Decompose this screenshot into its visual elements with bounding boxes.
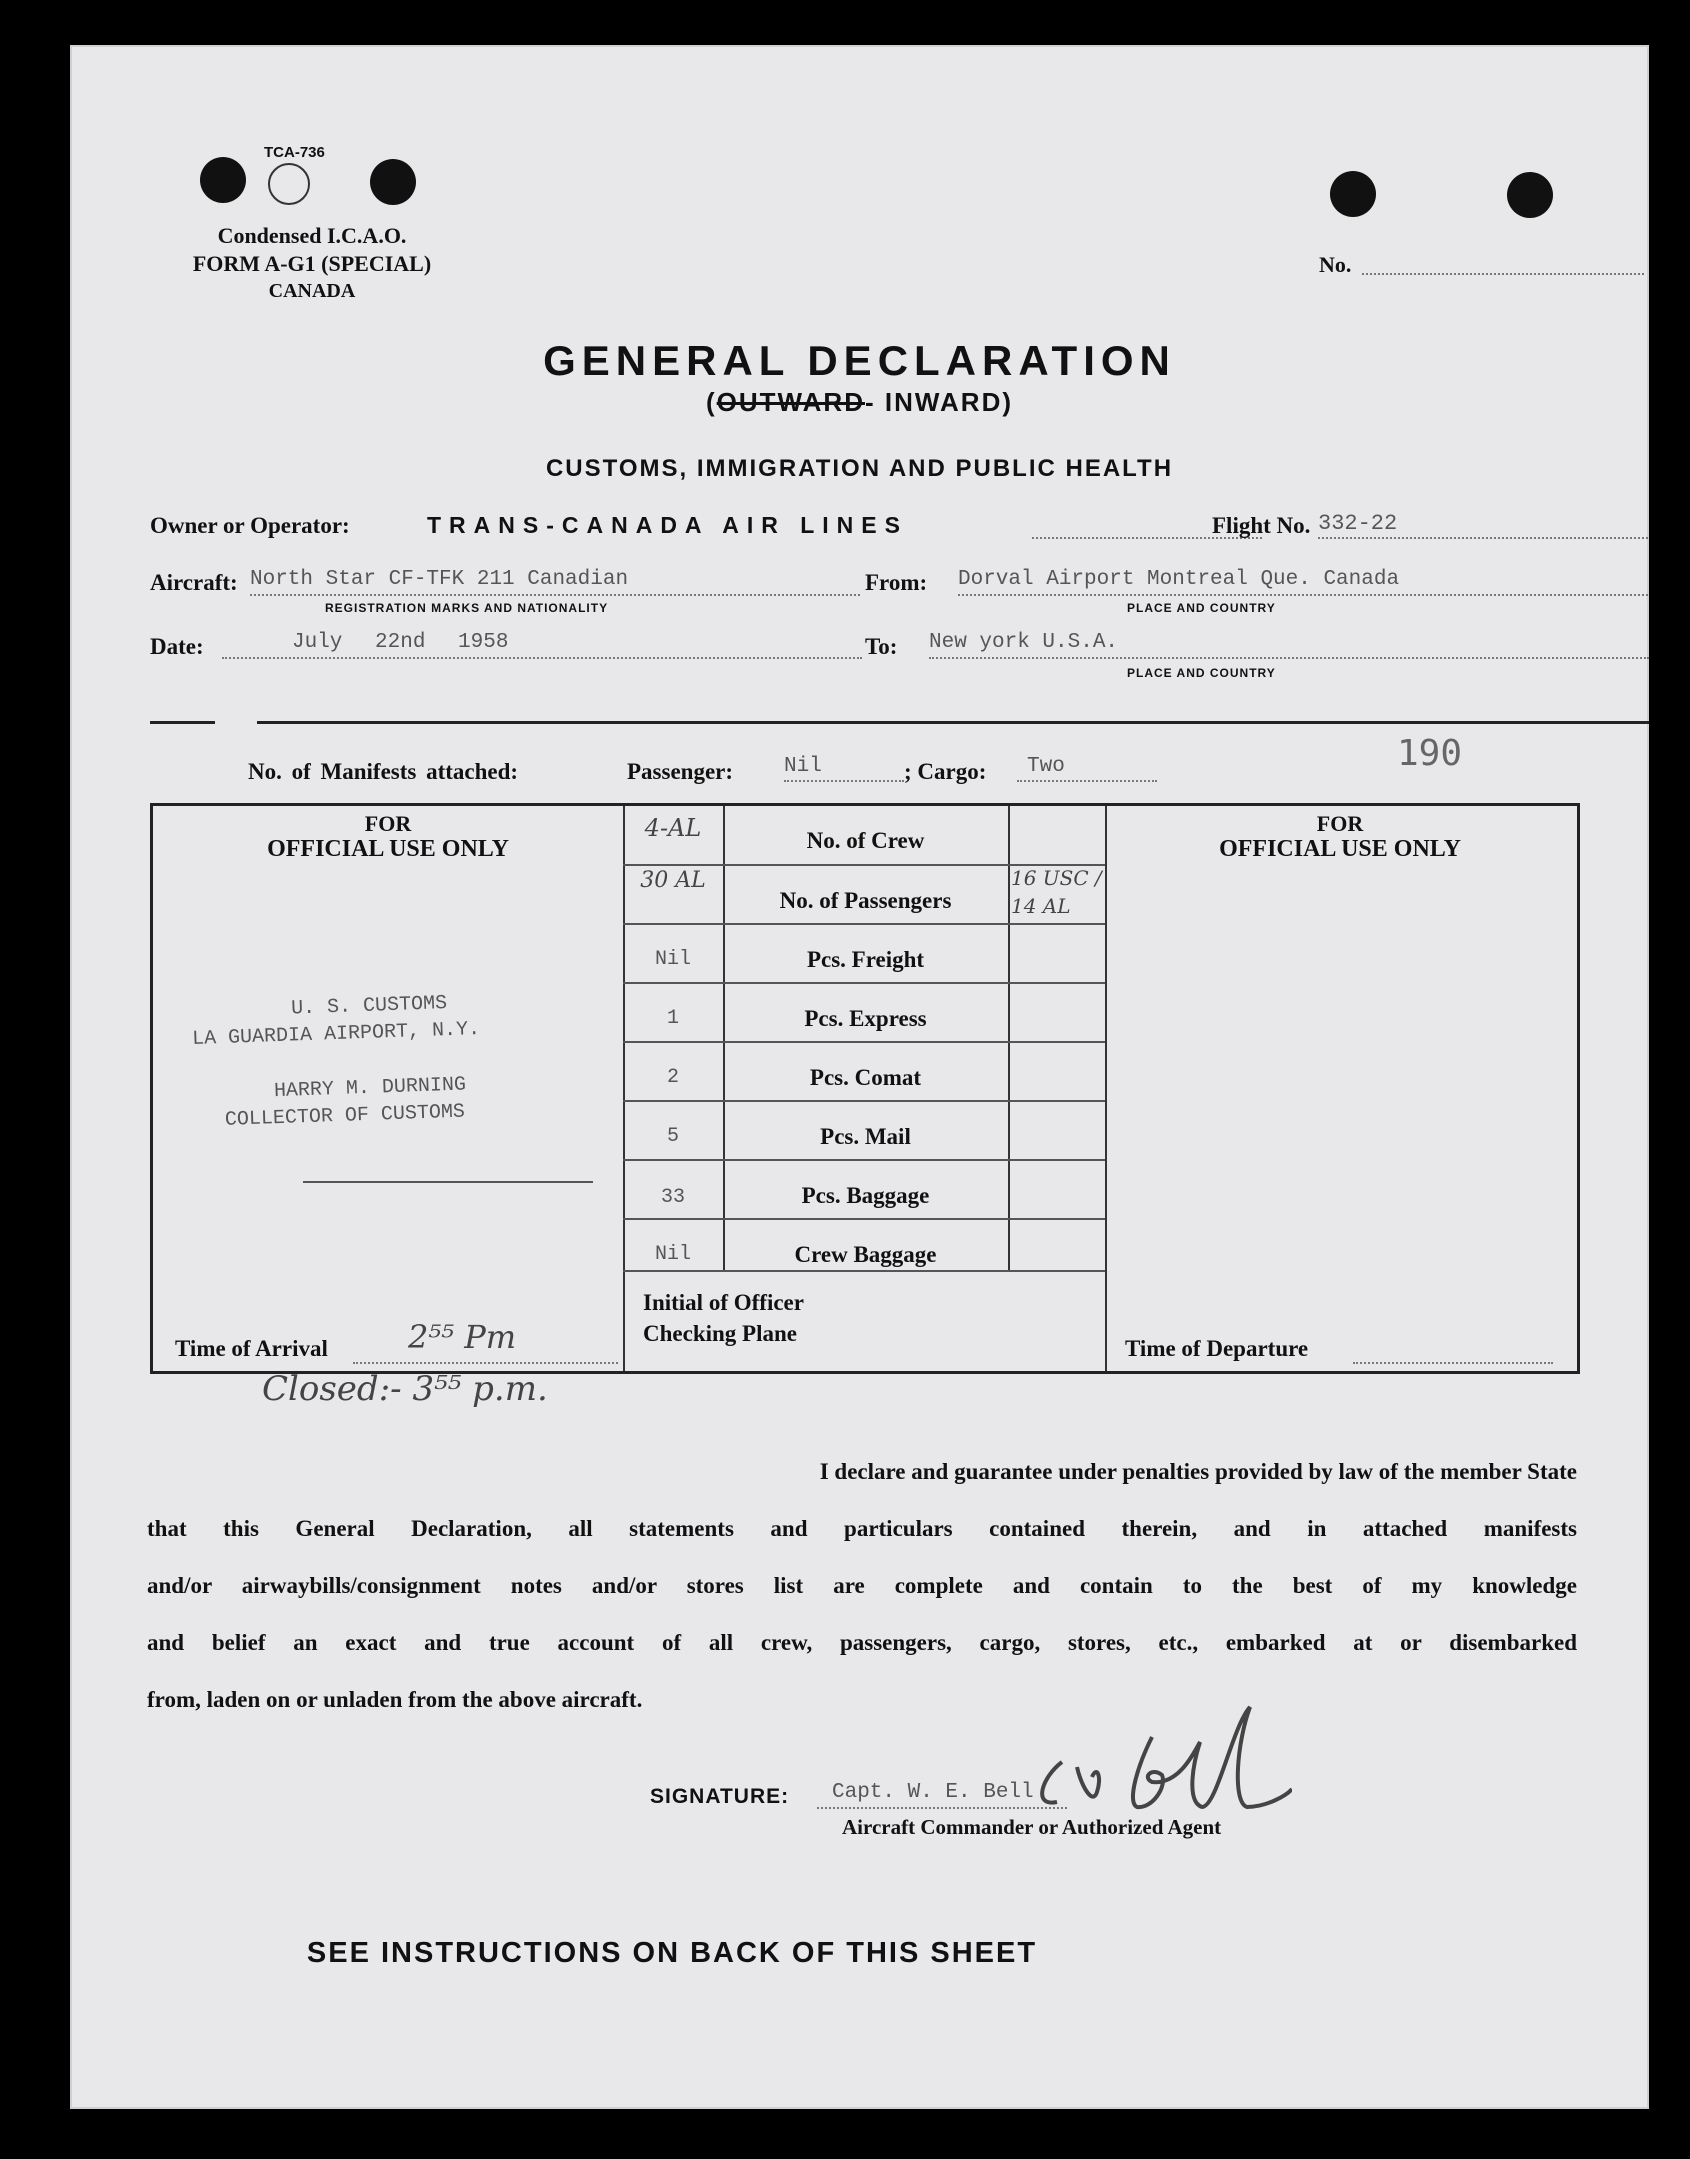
punch-hole bbox=[200, 157, 246, 203]
union-label-icon bbox=[268, 163, 310, 205]
direction-line bbox=[72, 387, 1647, 418]
no-label: No. bbox=[1319, 252, 1352, 277]
row-label-mail: Pcs. Mail bbox=[820, 1124, 911, 1149]
inward-label: INWARD) bbox=[884, 387, 1013, 417]
to-line bbox=[929, 657, 1649, 659]
flight-value: 332-22 bbox=[1318, 511, 1398, 536]
stamp-line1: U. S. CUSTOMS bbox=[290, 992, 448, 1021]
col-divider bbox=[1008, 806, 1010, 1271]
initial-label2: Checking Plane bbox=[643, 1321, 797, 1346]
form-line1: Condensed I.C.A.O. bbox=[217, 223, 407, 248]
flight-label: Flight No. bbox=[1212, 513, 1311, 538]
mail-value: 5 bbox=[666, 1125, 679, 1148]
time-departure-line bbox=[1353, 1362, 1553, 1364]
declaration-line2: that this General Declaration, all statements and particulars contained therein, and in attached manifests bbox=[147, 1516, 1577, 1541]
passenger-value: Nil bbox=[784, 755, 822, 778]
from-line bbox=[958, 594, 1648, 596]
owner-label: Owner or Operator: bbox=[150, 513, 350, 538]
left-heading2: OFFICIAL USE ONLY bbox=[267, 836, 509, 862]
row-line bbox=[623, 1100, 1105, 1102]
left-heading1: FOR bbox=[364, 811, 412, 836]
signature-caption: Aircraft Commander or Authorized Agent bbox=[842, 1815, 1222, 1839]
stamp-line4: COLLECTOR OF CUSTOMS bbox=[224, 1100, 466, 1132]
row-label-baggage: Pcs. Baggage bbox=[801, 1183, 930, 1208]
dash: - bbox=[865, 387, 876, 417]
row-label-comat: Pcs. Comat bbox=[809, 1065, 922, 1090]
row-line bbox=[623, 982, 1105, 984]
row-label-freight: Pcs. Freight bbox=[806, 947, 925, 972]
comat-value: 2 bbox=[666, 1066, 679, 1089]
passenger-label: Passenger: bbox=[627, 759, 734, 784]
row-label-passengers: No. of Passengers bbox=[779, 888, 952, 913]
aircraft-caption: REGISTRATION MARKS AND NATIONALITY bbox=[325, 601, 609, 615]
punch-hole bbox=[1507, 172, 1553, 218]
from-caption: PLACE AND COUNTRY bbox=[1127, 601, 1276, 615]
freight-value: Nil bbox=[654, 948, 691, 971]
time-arrival-value: 2⁵⁵ Pm bbox=[408, 1318, 517, 1356]
row-label-crew-baggage: Crew Baggage bbox=[794, 1242, 937, 1267]
date-label: Date: bbox=[150, 634, 204, 659]
right-heading2: OFFICIAL USE ONLY bbox=[1219, 836, 1461, 862]
date-line bbox=[222, 657, 862, 659]
no-field-line bbox=[1362, 273, 1644, 275]
separator-long bbox=[257, 721, 1649, 724]
declaration-line5: from, laden on or unladen from the above aircraft. bbox=[147, 1687, 643, 1712]
passengers-value: 30 AL bbox=[640, 868, 706, 893]
baggage-value: 33 bbox=[660, 1186, 685, 1209]
signature-typed: Capt. W. E. Bell bbox=[832, 1781, 1034, 1804]
page-title: GENERAL DECLARATION bbox=[543, 337, 1176, 384]
declaration-sheet bbox=[70, 45, 1649, 2109]
declaration-line1: I declare and guarantee under penalties provided by law of the member State bbox=[819, 1459, 1577, 1484]
from-label: From: bbox=[865, 570, 928, 595]
separator-short bbox=[150, 721, 215, 724]
crew-baggage-value: Nil bbox=[654, 1243, 691, 1266]
stamp-number: 190 bbox=[1397, 733, 1463, 774]
form-line3: CANADA bbox=[268, 280, 356, 302]
row-label-express: Pcs. Express bbox=[804, 1006, 927, 1031]
subtitle: CUSTOMS, IMMIGRATION AND PUBLIC HEALTH bbox=[545, 455, 1174, 482]
row-line bbox=[623, 1159, 1105, 1161]
date-value: July 22nd 1958 bbox=[292, 631, 509, 654]
row-line bbox=[623, 1218, 1105, 1220]
manifests-label: No. of Manifests attached: bbox=[248, 759, 519, 784]
outward-struck: OUTWARD bbox=[716, 387, 865, 417]
to-caption: PLACE AND COUNTRY bbox=[1127, 666, 1276, 680]
punch-hole bbox=[370, 159, 416, 205]
right-heading1: FOR bbox=[1316, 811, 1364, 836]
express-value: 1 bbox=[666, 1007, 679, 1030]
stamp-line3: HARRY M. DURNING bbox=[273, 1073, 467, 1104]
row-line bbox=[623, 923, 1105, 925]
form-code: TCA-736 bbox=[264, 144, 325, 161]
time-arrival-line bbox=[353, 1362, 618, 1364]
from-value: Dorval Airport Montreal Que. Canada bbox=[958, 568, 1400, 591]
crew-value: 4-AL bbox=[644, 814, 702, 842]
paren-open: ( bbox=[706, 387, 717, 417]
footer-instructions: SEE INSTRUCTIONS ON BACK OF THIS SHEET bbox=[306, 1937, 1038, 1969]
row-label-crew: No. of Crew bbox=[806, 828, 925, 853]
declaration-line4: and belief an exact and true account of all crew, passengers, cargo, stores, etc., embarked at or disembarked bbox=[147, 1630, 1577, 1655]
form-line2: FORM A-G1 (SPECIAL) bbox=[192, 251, 432, 276]
time-departure-label: Time of Departure bbox=[1125, 1336, 1309, 1361]
to-value: New york U.S.A. bbox=[929, 631, 1119, 654]
official-table bbox=[150, 803, 1580, 1374]
row-line bbox=[623, 1270, 1105, 1272]
aircraft-line bbox=[250, 594, 860, 596]
passenger-line bbox=[784, 780, 904, 782]
handwritten-signature bbox=[1002, 1667, 1292, 1817]
time-arrival-label: Time of Arrival bbox=[175, 1336, 328, 1361]
to-label: To: bbox=[865, 634, 898, 659]
stamp-line2: LA GUARDIA AIRPORT, N.Y. bbox=[191, 1017, 481, 1051]
flight-line bbox=[1318, 537, 1648, 539]
customs-stamp bbox=[191, 987, 595, 1133]
punch-hole bbox=[1330, 171, 1376, 217]
initial-label1: Initial of Officer bbox=[643, 1290, 804, 1315]
cargo-value: Two bbox=[1027, 755, 1065, 778]
cargo-label: ; Cargo: bbox=[904, 759, 987, 784]
stamp-signature-line bbox=[303, 1181, 593, 1183]
aircraft-value: North Star CF-TFK 211 Canadian bbox=[250, 568, 629, 591]
aircraft-label: Aircraft: bbox=[150, 570, 238, 595]
closed-note: Closed:- 3⁵⁵ p.m. bbox=[262, 1369, 548, 1409]
declaration-line3: and/or airwaybills/consignment notes and/or stores list are complete and contain to the best of my knowledge bbox=[147, 1573, 1577, 1598]
owner-value: TRANS-CANADA AIR LINES bbox=[427, 512, 908, 538]
cargo-line bbox=[1017, 780, 1157, 782]
passengers-breakdown: 16 USC / 14 AL bbox=[1011, 866, 1102, 918]
row-line bbox=[623, 1041, 1105, 1043]
signature-label: SIGNATURE: bbox=[650, 1785, 790, 1808]
